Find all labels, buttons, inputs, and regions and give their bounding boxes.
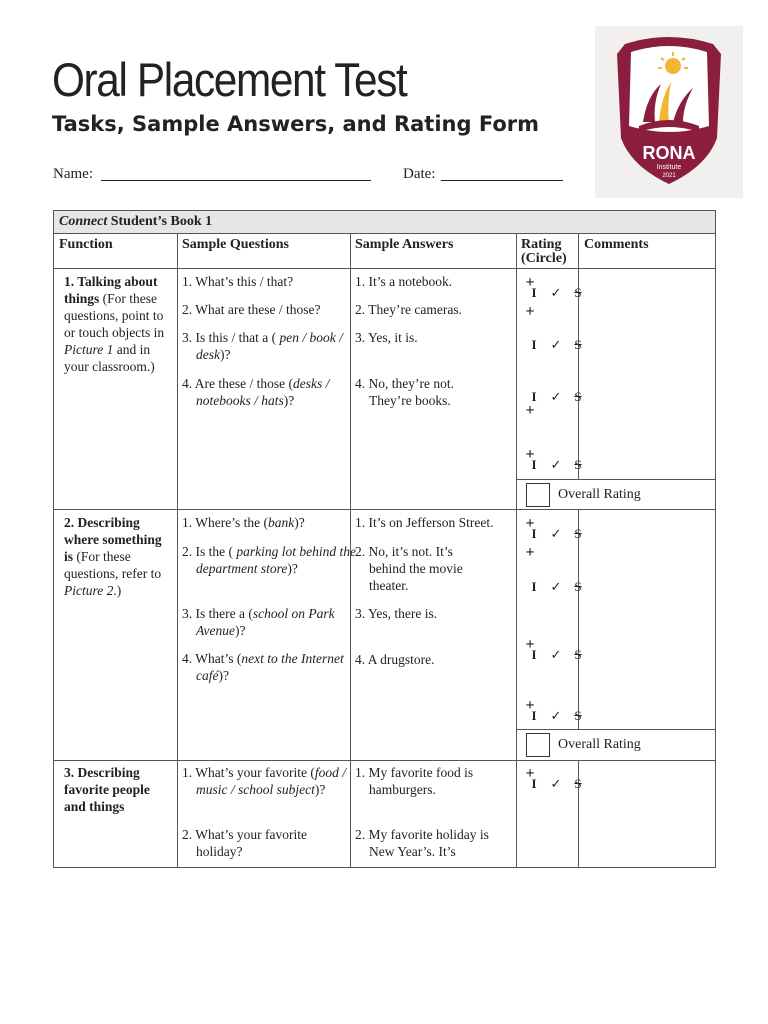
page-title: Oral Placement Test — [52, 53, 407, 106]
s2-question-1: 1. Where’s the (bank)? — [182, 515, 305, 530]
date-label: Date: — [403, 166, 436, 182]
s1-question-2: 2. What are these / those? — [182, 302, 321, 317]
book-title-row — [54, 211, 715, 234]
rating-plus[interactable]: + — [525, 303, 535, 320]
rating-options[interactable]: I ✓ S — [531, 647, 582, 662]
s1-answer-4: 4. No, they’re not. They’re books. — [355, 376, 454, 408]
rating-plus[interactable]: + — [525, 274, 535, 291]
s2-question-2: 2. Is the ( parking lot behind the department store)? — [182, 544, 356, 576]
name-label: Name: — [53, 166, 93, 182]
s3-question-2: 2. What’s your favorite holiday? — [182, 827, 307, 859]
rating-options[interactable]: I ✓ S — [531, 389, 582, 404]
section-3-function: 3. Describing favorite people and things — [64, 765, 150, 814]
s3-question-1: 1. What’s your favorite (food / music / school subject)? — [182, 765, 346, 797]
overall-rating-box[interactable] — [526, 733, 550, 757]
col-comments: Comments — [584, 237, 649, 252]
section-2-function: 2. Describing where something is (For these questions, refer to Picture 2.) — [64, 515, 162, 598]
s1-question-4: 4. Are these / those (desks / notebooks / hats)? — [182, 376, 330, 408]
col-sample-questions: Sample Questions — [182, 237, 289, 252]
s1-answer-1: 1. It’s a notebook. — [355, 274, 453, 289]
rating-options[interactable]: I ✓ S — [531, 285, 582, 300]
s1-overall-rating[interactable]: Overall Rating — [526, 483, 641, 507]
s2-answer-3: 3. Yes, there is. — [355, 606, 438, 621]
s1-answer-2: 2. They’re cameras. — [355, 302, 462, 317]
rating-plus[interactable]: + — [525, 515, 535, 532]
rating-options[interactable]: I ✓ S — [531, 526, 582, 541]
page-subtitle: Tasks, Sample Answers, and Rating Form — [52, 112, 539, 136]
s1-question-1: 1. What’s this / that? — [182, 274, 294, 289]
s2-answer-4: 4. A drugstore. — [355, 652, 435, 667]
logo-text: RONA — [642, 143, 696, 163]
rating-plus[interactable]: + — [525, 402, 535, 419]
rating-options[interactable]: I ✓ S — [531, 708, 582, 723]
rating-options[interactable]: I ✓ S — [531, 457, 582, 472]
s2-answer-1: 1. It’s on Jefferson Street. — [355, 515, 494, 530]
col-sample-answers: Sample Answers — [355, 237, 454, 252]
s3-answer-1: 1. My favorite food is hamburgers. — [355, 765, 474, 797]
institute-logo — [595, 26, 743, 198]
rating-plus[interactable]: + — [525, 697, 535, 714]
col-function: Function — [59, 237, 113, 252]
s1-answer-3: 3. Yes, it is. — [355, 330, 418, 345]
section-1-function: 1. Talking about things (For these questions, point to or touch objects in Picture 1 and in your classroom.) — [64, 274, 165, 374]
book-title-italic: Connect — [59, 214, 108, 229]
overall-rating-box[interactable] — [526, 483, 550, 507]
rating-plus[interactable]: + — [525, 446, 535, 463]
rating-plus[interactable]: + — [525, 544, 535, 561]
rating-options[interactable]: I ✓ S — [531, 337, 582, 352]
rating-form-table — [53, 210, 716, 868]
s2-overall-rating[interactable]: Overall Rating — [526, 733, 641, 757]
s2-answer-2: 2. No, it’s not. It’s behind the movie theater. — [355, 544, 463, 593]
rating-plus[interactable]: + — [525, 765, 535, 782]
date-field[interactable] — [441, 180, 563, 181]
logo-subtext: Institute — [656, 164, 682, 171]
logo-year: 2021 — [662, 173, 676, 179]
name-field[interactable] — [101, 180, 371, 181]
book-title-rest: Student’s Book 1 — [107, 214, 213, 229]
rating-options[interactable]: I ✓ S — [531, 579, 582, 594]
rating-options[interactable]: I ✓ S — [531, 776, 582, 791]
s2-question-4: 4. What’s (next to the Internet café)? — [182, 651, 344, 683]
s3-answer-2: 2. My favorite holiday is New Year’s. It’s — [355, 827, 489, 859]
col-rating: Rating (Circle) — [521, 237, 567, 266]
s2-question-3: 3. Is there a (school on Park Avenue)? — [182, 606, 335, 638]
rating-plus[interactable]: + — [525, 636, 535, 653]
s1-question-3: 3. Is this / that a ( pen / book / desk)? — [182, 330, 343, 362]
